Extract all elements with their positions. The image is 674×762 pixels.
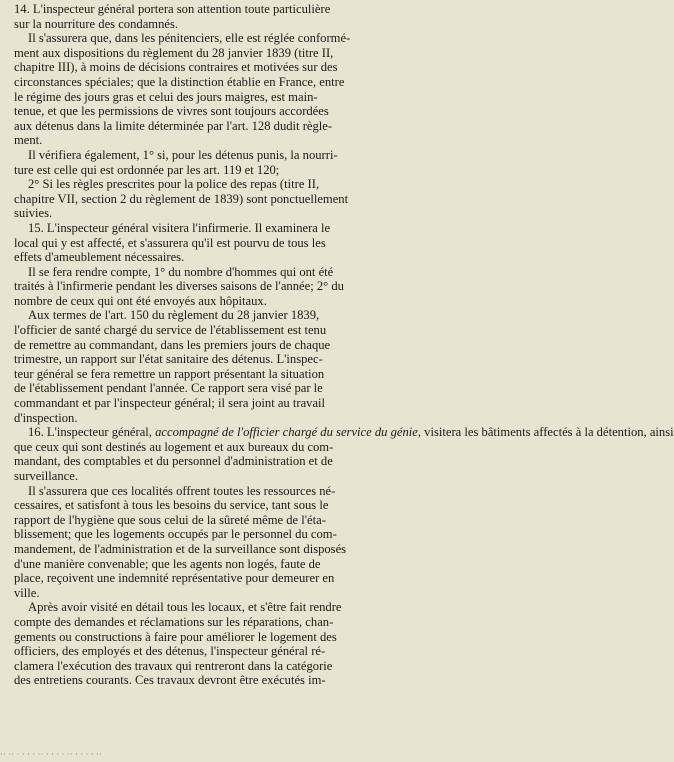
- text-line: des entretiens courants. Ces travaux devront être exécutés im-: [14, 673, 326, 688]
- text-line: circonstances spéciales; que la distinction établie en France, entre: [14, 74, 345, 89]
- text-line: tenue, et que les permissions de vivres sont toujours accordées: [14, 104, 329, 119]
- text-line: teur général se fera remettre un rapport présentant la situation: [14, 366, 325, 381]
- text-line: clamera l'exécution des travaux qui rentreront dans la catégorie: [14, 658, 333, 673]
- text-line: ture est celle qui est ordonnée par les art. 119 et 120;: [14, 162, 280, 177]
- text-line: chapitre III), à moins de décisions contraires et motivées sur des: [14, 60, 338, 75]
- text-line: trimestre, un rapport sur l'état sanitaire des détenus. L'inspec-: [14, 352, 323, 367]
- text-line: mandement, de l'administration et de la surveillance sont disposés: [14, 541, 347, 556]
- text-line: Il s'assurera que, dans les pénitenciers, elle est réglée conformé-: [28, 31, 351, 46]
- text-line: cessaires, et satisfont à tous les besoins du service, tant sous le: [14, 498, 329, 513]
- para16-first-line: [14, 425, 674, 440]
- text-line: local qui y est affecté, et s'assurera qu'il est pourvu de tous les: [14, 235, 326, 250]
- text-line: Aux termes de l'art. 150 du règlement du 28 janvier 1839,: [28, 308, 320, 323]
- bleed-through-noise: ·· ·· · · · · ·· · · · · ·· · · · · ··: [0, 749, 102, 759]
- text-line: aux détenus dans la limite déterminée par l'art. 128 dudit règle-: [14, 118, 333, 133]
- text-line: ville.: [14, 585, 40, 600]
- text-line: 2° Si les règles prescrites pour la police des repas (titre II,: [28, 177, 320, 192]
- text-line: commandant et par l'inspecteur général; il sera joint au travail: [14, 396, 326, 411]
- text-line: 15. L'inspecteur général visitera l'infirmerie. Il examinera le: [28, 220, 331, 235]
- text-line: le régime des jours gras et celui des jours maigres, est main-: [14, 89, 318, 104]
- text-line: rapport de l'hygiène que sous celui de la sûreté même de l'éta-: [14, 512, 326, 527]
- text-line: de remettre au commandant, dans les premiers jours de chaque: [14, 337, 331, 352]
- text-line: compte des demandes et réclamations sur les réparations, chan-: [14, 614, 334, 629]
- text-line: Il vérifiera également, 1° si, pour les détenus punis, la nourri-: [28, 147, 338, 162]
- text-line: gements ou constructions à faire pour améliorer le logement des: [14, 629, 337, 644]
- para16-lead: 16. L'inspecteur général,: [28, 425, 156, 440]
- text-line: effets d'ameublement nécessaires.: [14, 250, 185, 265]
- text-line: surveillance.: [14, 469, 78, 483]
- text-line: d'inspection.: [14, 410, 78, 425]
- text-line: nombre de ceux qui ont été envoyés aux hôpitaux.: [14, 293, 267, 308]
- text-line: l'officier de santé chargé du service de l'établissement est tenu: [14, 323, 327, 338]
- text-line: ment aux dispositions du règlement du 28 janvier 1839 (titre II,: [14, 45, 334, 60]
- text-line: officiers, des employés et des détenus, l'inspecteur général ré-: [14, 644, 326, 659]
- text-line: suivies.: [14, 206, 53, 221]
- text-line: de l'établissement pendant l'année. Ce rapport sera visé par le: [14, 381, 323, 396]
- block-16: [14, 440, 463, 688]
- text-line: traités à l'infirmerie pendant les diverses saisons de l'année; 2° du: [14, 279, 344, 294]
- para16-rest: , visitera les bâtiments affectés à la détention, ainsi: [417, 425, 674, 440]
- text-line: Il se fera rendre compte, 1° du nombre d'hommes qui ont été: [28, 264, 334, 279]
- text-line: chapitre VII, section 2 du règlement de 1839) sont ponctuellement: [14, 191, 349, 206]
- text-line: mandant, des comptables et du personnel d'administration et de: [14, 454, 333, 469]
- text-line: blissement; que les logements occupés par le personnel du com-: [14, 527, 337, 542]
- text-line: d'une manière convenable; que les agents non logés, faute de: [14, 556, 321, 571]
- text-line: sur la nourriture des condamnés.: [14, 16, 179, 31]
- block-14-15: [14, 2, 463, 425]
- text-line: Il s'assurera que ces localités offrent toutes les ressources né-: [28, 483, 336, 498]
- text-line: ment.: [14, 133, 43, 148]
- text-line: que ceux qui sont destinés au logement et aux bureaux du com-: [14, 439, 334, 454]
- text-line: 14. L'inspecteur général portera son attention toute particulière: [14, 2, 331, 16]
- para16-italic: accompagné de l'officier chargé du service du génie: [155, 425, 418, 440]
- text-line: Après avoir visité en détail tous les locaux, et s'être fait rendre: [28, 600, 342, 615]
- text-line: place, reçoivent une indemnité représentative pour demeurer en: [14, 571, 335, 586]
